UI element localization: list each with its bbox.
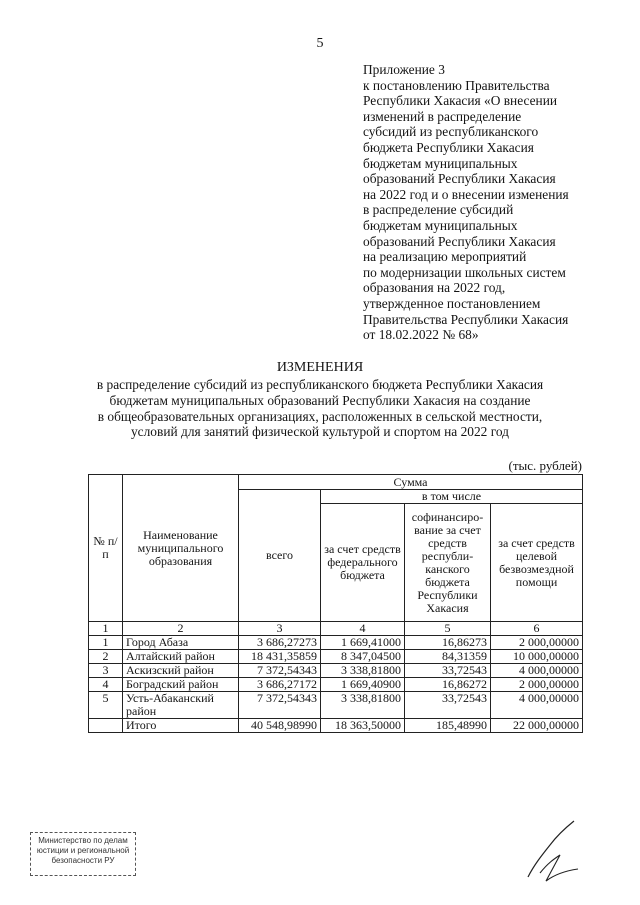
row-name: Аскизский район	[123, 664, 239, 678]
stamp-line: безопасности РУ	[51, 856, 115, 865]
appendix-line: к постановлению Правительства	[363, 77, 550, 93]
row-num: 5	[89, 692, 123, 719]
header-cofin: софинансиро-вание за счет средств республи-канского бюджета Республики Хакасия	[405, 504, 491, 622]
table-row	[89, 636, 583, 650]
row-total: 3 686,27273	[239, 636, 321, 650]
appendix-line: образований Республики Хакасия	[363, 171, 556, 187]
appendix-line: бюджета Республики Хакасия	[363, 139, 534, 155]
row-cofin: 33,72543	[405, 692, 491, 719]
subtitle-line: в общеобразовательных организациях, расположенных в сельской местности,	[97, 408, 543, 424]
row-total: 18 431,35859	[239, 650, 321, 664]
subtitle-line: в распределение субсидий из республиканского бюджета Республики Хакасия	[96, 377, 544, 392]
totals-federal: 18 363,50000	[321, 719, 405, 733]
header-sum: Сумма	[239, 475, 583, 490]
totals-num	[89, 719, 123, 733]
appendix-line: от 18.02.2022 № 68»	[363, 327, 479, 343]
appendix-line: Республики Хакасия «О внесении	[363, 93, 558, 109]
totals-grant: 22 000,00000	[491, 719, 583, 733]
appendix-line: образований Республики Хакасия	[363, 233, 556, 249]
header-num: № п/п	[89, 475, 123, 622]
row-num: 4	[89, 678, 123, 692]
stamp-line: Министерство по делам	[38, 836, 128, 845]
row-num: 3	[89, 664, 123, 678]
appendix-line: Приложение 3	[363, 62, 445, 77]
registration-stamp	[30, 832, 136, 876]
appendix-line: на реализацию мероприятий	[363, 249, 527, 265]
header-name: Наименование муниципального образования	[123, 475, 239, 622]
row-federal: 1 669,41000	[321, 636, 405, 650]
row-grant: 2 000,00000	[491, 678, 583, 692]
appendix-line: по модернизации школьных систем	[363, 264, 566, 280]
header-including: в том числе	[321, 490, 583, 504]
document-subtitle	[40, 377, 600, 440]
row-federal: 3 338,81800	[321, 692, 405, 719]
row-name: Алтайский район	[123, 650, 239, 664]
table-row	[89, 650, 583, 664]
index-cell: 4	[321, 622, 405, 636]
row-name: Боградский район	[123, 678, 239, 692]
totals-row	[89, 719, 583, 733]
row-federal: 3 338,81800	[321, 664, 405, 678]
subtitle-line: бюджетам муниципальных образований Республики Хакасия на создание	[109, 392, 531, 408]
subsidy-table	[88, 474, 583, 733]
row-cofin: 84,31359	[405, 650, 491, 664]
row-grant: 2 000,00000	[491, 636, 583, 650]
appendix-line: субсидий из республиканского	[363, 124, 539, 140]
totals-total: 40 548,98990	[239, 719, 321, 733]
row-federal: 8 347,04500	[321, 650, 405, 664]
row-grant: 10 000,00000	[491, 650, 583, 664]
appendix-block	[363, 62, 623, 343]
header-federal: за счет средств федерального бюджета	[321, 504, 405, 622]
row-grant: 4 000,00000	[491, 692, 583, 719]
index-cell: 5	[405, 622, 491, 636]
row-federal: 1 669,40900	[321, 678, 405, 692]
row-total: 3 686,27172	[239, 678, 321, 692]
row-num: 2	[89, 650, 123, 664]
header-total: всего	[239, 490, 321, 622]
appendix-line: в распределение субсидий	[363, 202, 514, 218]
row-grant: 4 000,00000	[491, 664, 583, 678]
row-total: 7 372,54343	[239, 692, 321, 719]
totals-label: Итого	[123, 719, 239, 733]
header-grant: за счет средств целевой безвозмездной помощи	[491, 504, 583, 622]
row-cofin: 33,72543	[405, 664, 491, 678]
table-row	[89, 678, 583, 692]
stamp-line: юстиции и региональной	[36, 846, 130, 855]
index-cell: 1	[89, 622, 123, 636]
row-name: Усть-Абаканский район	[123, 692, 239, 719]
signature-mark	[520, 815, 590, 885]
appendix-line: утвержденное постановлением	[363, 295, 541, 311]
row-total: 7 372,54343	[239, 664, 321, 678]
subtitle-line: условий для занятий физической культурой и спортом на 2022 год	[130, 424, 509, 440]
page-number: 5	[316, 36, 324, 51]
table-row	[89, 664, 583, 678]
appendix-line: образования на 2022 год,	[363, 280, 506, 296]
index-cell: 6	[491, 622, 583, 636]
totals-cofin: 185,48990	[405, 719, 491, 733]
units-label: (тыс. рублей)	[508, 458, 582, 473]
appendix-line: бюджетам муниципальных	[363, 217, 518, 233]
index-cell: 3	[239, 622, 321, 636]
index-cell: 2	[123, 622, 239, 636]
row-cofin: 16,86273	[405, 636, 491, 650]
row-num: 1	[89, 636, 123, 650]
document-heading: ИЗМЕНЕНИЯ	[276, 360, 364, 375]
appendix-line: бюджетам муниципальных	[363, 155, 518, 171]
appendix-line: Правительства Республики Хакасия	[363, 311, 569, 327]
table-row	[89, 692, 583, 719]
row-cofin: 16,86272	[405, 678, 491, 692]
row-name: Город Абаза	[123, 636, 239, 650]
appendix-line: на 2022 год и о внесении изменения	[363, 186, 569, 202]
appendix-line: изменений в распределение	[363, 108, 522, 124]
